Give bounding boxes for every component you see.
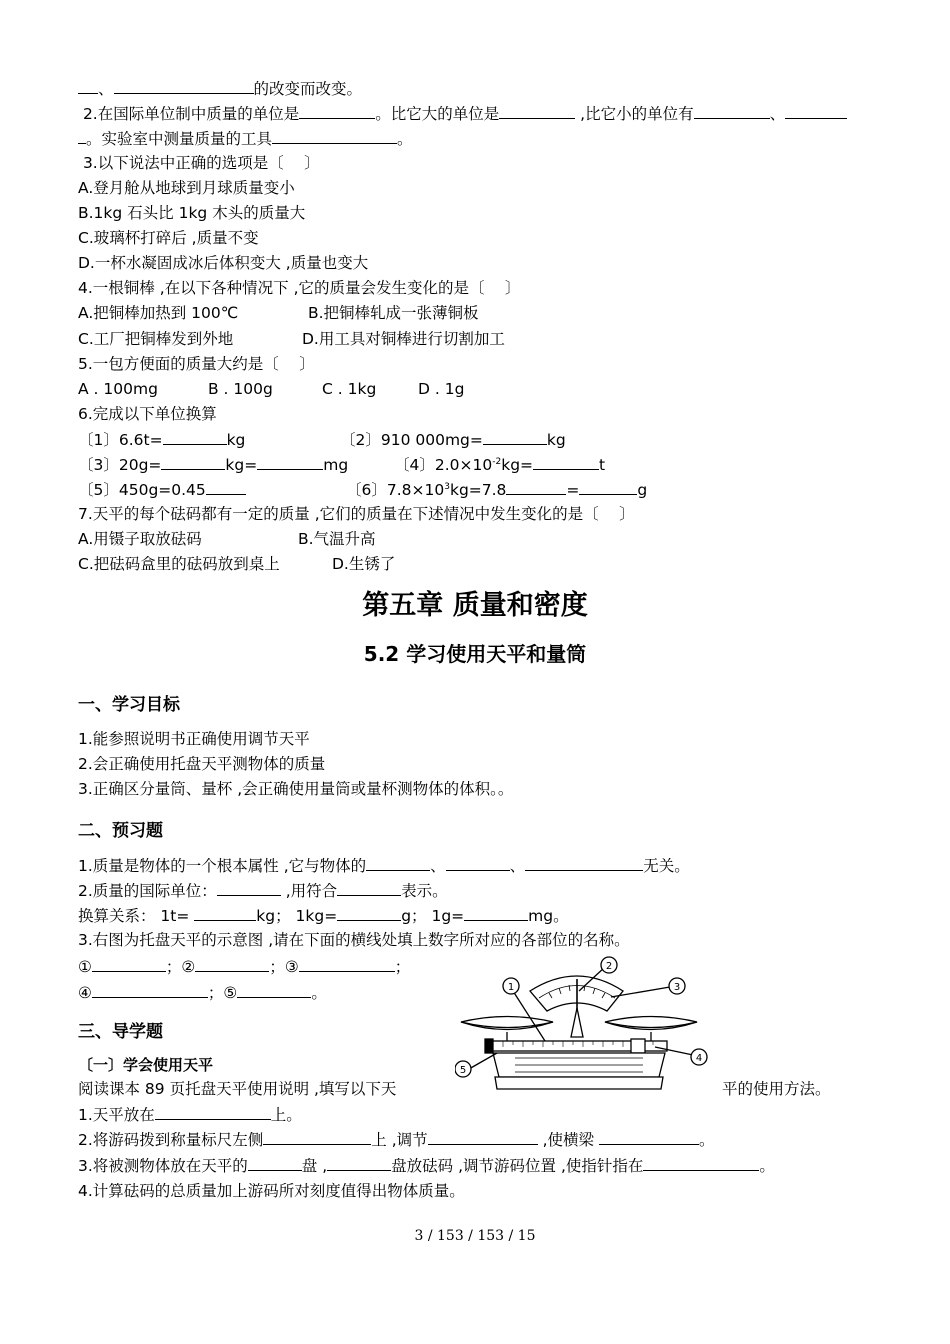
blank[interactable] xyxy=(194,905,256,921)
callout-3-label: 3 xyxy=(673,982,681,993)
blank[interactable] xyxy=(257,454,323,470)
option: C.把砝码盒里的砝码放到桌上 xyxy=(78,555,280,573)
blank[interactable] xyxy=(195,956,269,972)
conversion-1: 〔1〕6.6t= kg xyxy=(78,431,246,449)
option: A.把铜棒加热到 100℃ xyxy=(78,304,239,322)
blank[interactable] xyxy=(579,479,637,495)
preview-2: 2.质量的国际单位： ,用符合 表示。 xyxy=(78,882,448,900)
blank[interactable] xyxy=(533,454,599,470)
callout-4-label: 4 xyxy=(695,1053,703,1064)
conversion-6: 〔6〕$7.8\times 10^3kg=7.8 = g$ xyxy=(346,481,648,499)
goal-item: 3.正确区分量筒、量杯 ,会正确使用量筒或量杯测物体的体积。。 xyxy=(78,780,514,798)
question-2-cont: 。实验室中测量质量的工具 。 xyxy=(78,128,413,149)
preview-1: 1.质量是物体的一个根本属性 ,它与物体的 、 、 无关。 xyxy=(78,857,690,875)
blank[interactable] xyxy=(464,905,528,921)
blank[interactable] xyxy=(161,454,225,470)
option: C . 1kg xyxy=(322,380,377,398)
option: A.用镊子取放砝码 xyxy=(78,530,202,548)
option: D.生锈了 xyxy=(332,555,396,573)
blank[interactable] xyxy=(694,103,770,119)
conversion-2: 〔2〕910 000mg= kg xyxy=(340,431,566,449)
guide-step-3: 3.将被测物体放在天平的 盘 , 盘放砝码 ,调节游码位置 ,使指针指在 。 xyxy=(78,1157,775,1175)
option: A.登月舱从地球到月球质量变小 xyxy=(78,179,295,197)
guide-intro-end: 平的使用方法。 xyxy=(722,1080,831,1098)
goal-item: 1.能参照说明书正确使用调节天平 xyxy=(78,730,310,748)
callout-2-label: 2 xyxy=(605,961,613,972)
blank[interactable] xyxy=(163,429,227,445)
balance-diagram xyxy=(455,953,717,1095)
blank[interactable] xyxy=(263,1129,371,1145)
blank[interactable] xyxy=(248,1155,302,1171)
conversion-4: 〔4〕$2.0\times 10^{-2}kg= t$ xyxy=(394,456,606,474)
option: B.1kg 石头比 1kg 木头的质量大 xyxy=(78,204,306,222)
blank[interactable] xyxy=(525,855,643,871)
callout-5-label: 5 xyxy=(459,1065,467,1076)
blank[interactable] xyxy=(78,128,86,144)
preview-conversions: 换算关系： 1t= kg； 1kg= g； 1g= mg。 xyxy=(78,907,569,925)
blank[interactable] xyxy=(272,128,397,144)
blank[interactable] xyxy=(114,78,254,94)
blank[interactable] xyxy=(446,855,510,871)
blank[interactable] xyxy=(78,78,98,94)
blank[interactable] xyxy=(217,880,281,896)
conversion-3: 〔3〕20g= kg= mg xyxy=(78,456,349,474)
blank[interactable] xyxy=(366,855,430,871)
blank[interactable] xyxy=(155,1104,271,1120)
goal-item: 2.会正确使用托盘天平测物体的质量 xyxy=(78,755,326,773)
option: A . 100mg xyxy=(78,380,158,398)
question-5: 5.一包方便面的质量大约是〔 〕 xyxy=(78,355,315,373)
blank[interactable] xyxy=(599,1129,699,1145)
blank[interactable] xyxy=(483,429,547,445)
text-line: 、 的改变而改变。 xyxy=(78,78,362,99)
option: C.玻璃杯打碎后 ,质量不变 xyxy=(78,229,259,247)
blank[interactable] xyxy=(428,1129,538,1145)
heading-preview: 二、预习题 xyxy=(78,821,163,841)
blank[interactable] xyxy=(237,982,311,998)
option: C.工厂把铜棒发到外地 xyxy=(78,330,234,348)
option: D.用工具对铜棒进行切割加工 xyxy=(302,330,505,348)
question-4: 4.一根铜棒 ,在以下各种情况下 ,它的质量会发生变化的是〔 〕 xyxy=(78,279,521,297)
blank[interactable] xyxy=(92,982,208,998)
question-6: 6.完成以下单位换算 xyxy=(78,405,217,423)
blank[interactable] xyxy=(206,479,246,495)
section-title: 5.2 学习使用天平和量筒 xyxy=(363,642,587,666)
blank[interactable] xyxy=(299,103,375,119)
question-3: 3.以下说法中正确的选项是〔 〕 xyxy=(82,154,320,172)
guide-intro: 阅读课本 89 页托盘天平使用说明 ,填写以下天 xyxy=(78,1080,397,1098)
blank[interactable] xyxy=(506,479,566,495)
preview-3-blanks: ① ；② ；③ ； xyxy=(78,958,411,976)
question-2: 2.在国际单位制中质量的单位是 。比它大的单位是 ,比它小的单位有 、 xyxy=(78,103,847,124)
option: B.气温升高 xyxy=(298,530,376,548)
option: B . 100g xyxy=(208,380,273,398)
chapter-title: 第五章 质量和密度 xyxy=(362,590,588,621)
heading-goals: 一、学习目标 xyxy=(78,695,180,715)
guide-step-1: 1.天平放在 上。 xyxy=(78,1106,302,1124)
page-footer: 3 / 153 / 153 / 15 xyxy=(414,1228,536,1244)
blank[interactable] xyxy=(92,956,166,972)
option: B.把铜棒轧成一张薄铜板 xyxy=(308,304,479,322)
option: D . 1g xyxy=(418,380,465,398)
blank[interactable] xyxy=(337,905,401,921)
guide-step-4: 4.计算砝码的总质量加上游码所对刻度值得出物体质量。 xyxy=(78,1182,465,1200)
blank[interactable] xyxy=(299,956,395,972)
blank[interactable] xyxy=(643,1155,759,1171)
guide-step-2: 2.将游码拨到称量标尺左侧 上 ,调节 ,使横梁 。 xyxy=(78,1131,715,1149)
blank[interactable] xyxy=(327,1155,391,1171)
blank[interactable] xyxy=(785,103,847,119)
blank[interactable] xyxy=(337,880,401,896)
blank[interactable] xyxy=(499,103,575,119)
preview-3-blanks: ④ ；⑤ 。 xyxy=(78,984,327,1002)
heading-guide: 三、导学题 xyxy=(78,1022,163,1042)
option: D.一杯水凝固成冰后体积变大 ,质量也变大 xyxy=(78,254,369,272)
question-7: 7.天平的每个砝码都有一定的质量 ,它们的质量在下述情况中发生变化的是〔 〕 xyxy=(78,505,635,523)
preview-3: 3.右图为托盘天平的示意图 ,请在下面的横线处填上数字所对应的各部位的名称。 xyxy=(78,931,630,949)
subheading-balance: 〔一〕学会使用天平 xyxy=(78,1056,214,1074)
conversion-5: 〔5〕450g=0.45 xyxy=(78,479,246,500)
callout-1-label: 1 xyxy=(507,982,515,993)
